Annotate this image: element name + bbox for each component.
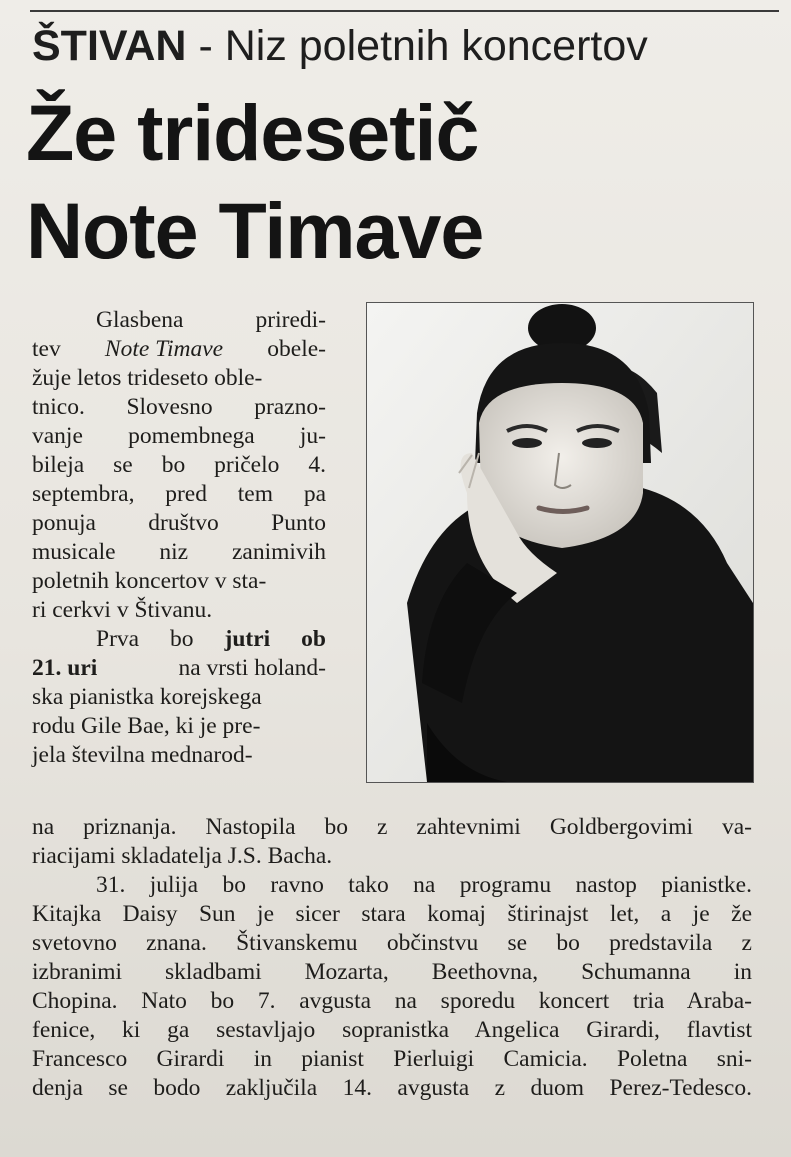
text-word: pred <box>165 481 207 507</box>
text-word: vanje <box>32 423 83 449</box>
portrait-image <box>367 303 753 782</box>
text-word: priredi- <box>255 307 326 333</box>
text-line: riacijami skladatelja J.S. Bacha. <box>32 843 333 869</box>
top-rule <box>30 10 779 12</box>
text-word: pa <box>303 481 326 507</box>
text-word: 21. uri <box>32 655 98 681</box>
text-word: Prva <box>96 626 140 652</box>
headline-line-1: Že tridesetič <box>26 88 479 177</box>
text-word: tnico. <box>32 394 85 420</box>
text-line <box>32 538 326 567</box>
text-line: Chopina. Nato bo 7. avgusta na sporedu koncert tria Araba- <box>32 988 752 1014</box>
text-word: pričelo <box>214 452 280 478</box>
headline-line-2: Note Timave <box>26 186 484 275</box>
text-word: Slovesno <box>126 394 213 420</box>
text-word: Glasbena <box>96 307 184 333</box>
text-word: bileja <box>32 452 85 478</box>
text-word: poletnih koncertov v sta- <box>32 568 267 594</box>
text-word: društvo <box>148 510 219 536</box>
text-line: svetovno znana. Štivanskemu občinstvu se bo predstavila z <box>32 930 752 956</box>
text-word: obele- <box>267 336 326 362</box>
text-line <box>32 335 326 364</box>
kicker-line <box>32 18 772 74</box>
text-word: Punto <box>271 510 326 536</box>
text-line <box>32 596 326 625</box>
text-word: jela številna mednarod- <box>32 742 253 768</box>
text-word: musicale <box>32 539 116 565</box>
kicker-place: ŠTIVAN <box>32 22 187 70</box>
text-line <box>32 509 326 538</box>
text-word: 4. <box>308 452 326 478</box>
text-line: Kitajka Daisy Sun je sicer stara komaj štirinajst let, a je že <box>32 901 752 927</box>
text-line <box>32 393 326 422</box>
kicker-subtitle: - Niz poletnih koncertov <box>186 22 648 70</box>
text-line: denja se bodo zaključila 14. avgusta z duom Perez-Tedesco. <box>32 1075 752 1101</box>
text-line <box>32 712 326 741</box>
text-line: 31. julija bo ravno tako na programu nastop pianistke. <box>96 872 752 898</box>
text-word: žuje letos trideseto oble- <box>32 365 263 391</box>
text-line: Francesco Girardi in pianist Pierluigi Camicia. Poletna sni- <box>32 1046 752 1072</box>
text-word: ob <box>301 626 326 652</box>
text-line: fenice, ki ga sestavljajo sopranistka Angelica Girardi, flavtist <box>32 1017 752 1043</box>
text-word: ponuja <box>32 510 96 536</box>
text-line: izbranimi skladbami Mozarta, Beethovna, Schumanna in <box>32 959 752 985</box>
article-column-left <box>32 306 326 770</box>
text-word: ri cerkvi v Štivanu. <box>32 597 213 623</box>
text-word: jutri <box>224 626 271 652</box>
text-line <box>32 422 326 451</box>
text-line <box>32 625 326 654</box>
text-word: rodu Gile Bae, ki je pre- <box>32 713 261 739</box>
text-line <box>32 567 326 596</box>
text-line <box>32 480 326 509</box>
portrait-photo <box>366 302 754 783</box>
article-body-wide <box>32 813 752 1103</box>
text-word: Note Timave <box>104 336 224 362</box>
text-word: septembra, <box>32 481 135 507</box>
text-word: pomembnega <box>128 423 255 449</box>
text-word: bo <box>161 452 186 478</box>
text-line <box>32 451 326 480</box>
text-line <box>32 683 326 712</box>
text-word: tem <box>237 481 274 507</box>
text-line <box>32 741 326 770</box>
text-word: na vrsti holand- <box>178 655 326 681</box>
text-line <box>32 364 326 393</box>
text-word: niz <box>159 539 189 565</box>
text-line: na priznanja. Nastopila bo z zahtevnimi Goldbergovimi va- <box>32 814 752 840</box>
text-word: bo <box>170 626 194 652</box>
text-word: prazno- <box>254 394 326 420</box>
headline <box>26 84 766 280</box>
text-word: zanimivih <box>232 539 326 565</box>
text-word: se <box>113 452 133 478</box>
text-word: ska pianistka korejskega <box>32 684 262 710</box>
text-line <box>32 654 326 683</box>
text-word: ju- <box>299 423 326 449</box>
text-word: tev <box>32 336 61 362</box>
text-line <box>32 306 326 335</box>
